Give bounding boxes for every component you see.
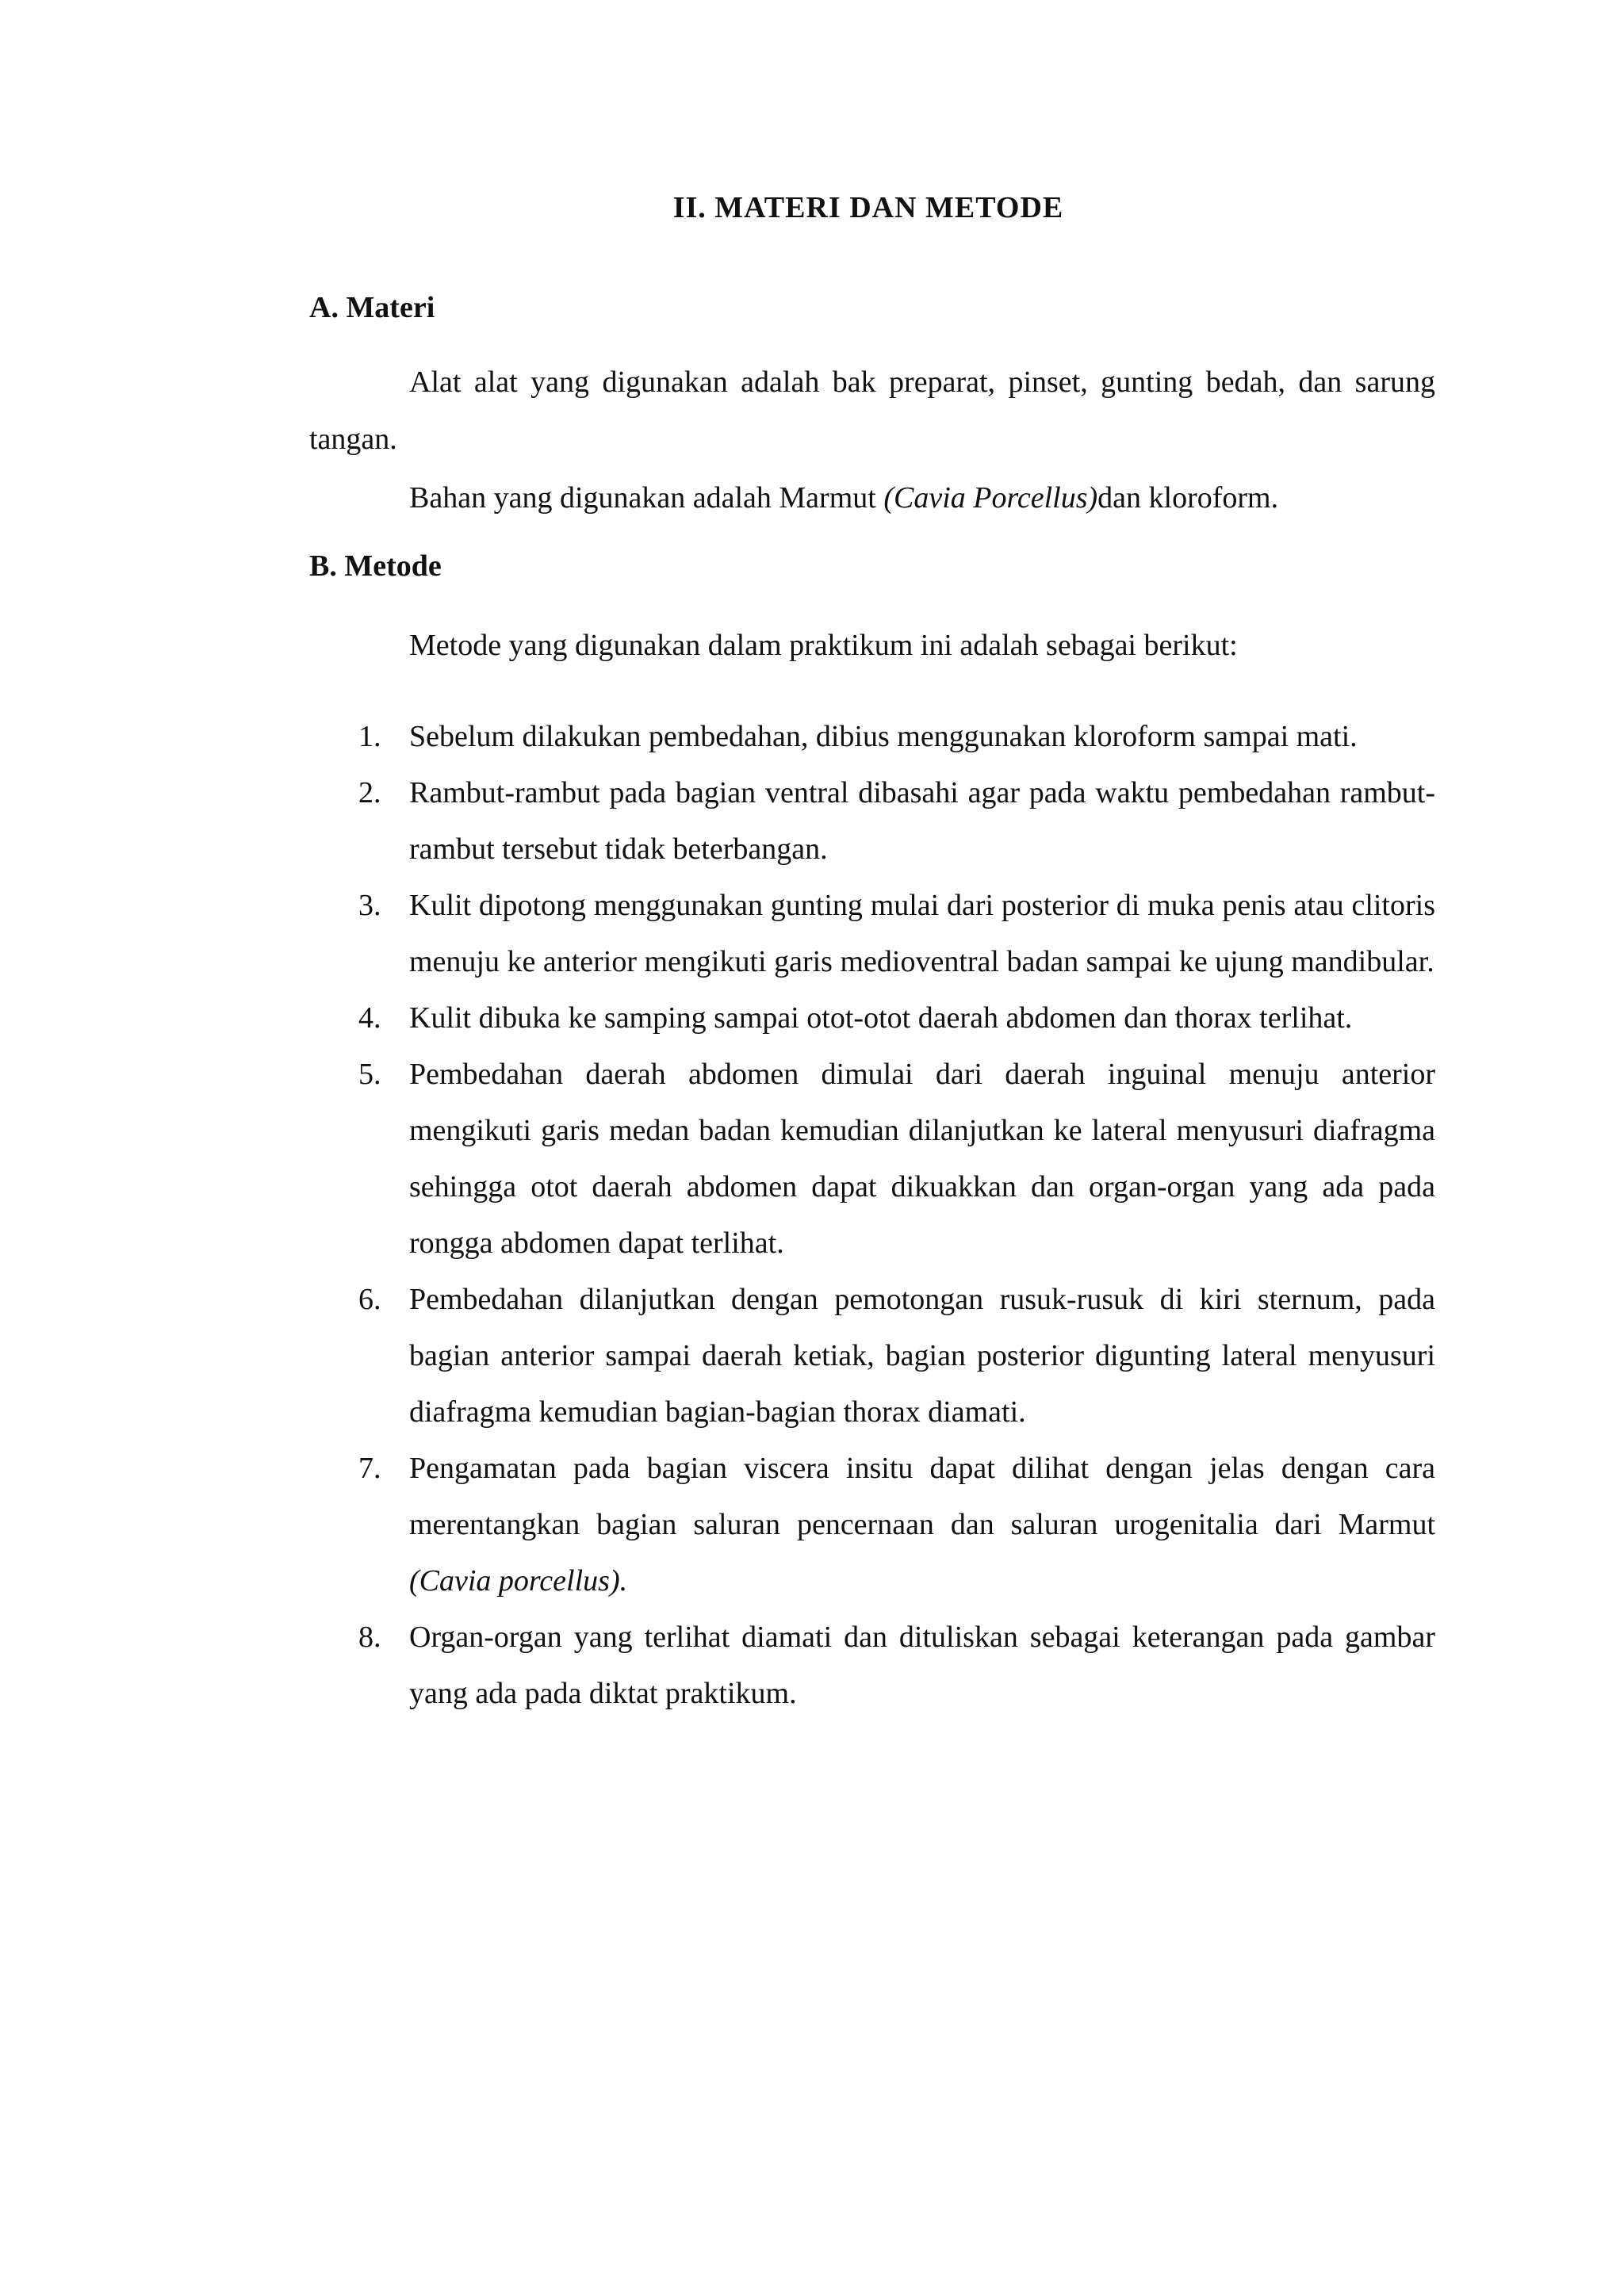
section-heading-metode: B. Metode xyxy=(309,549,442,583)
method-step-3 xyxy=(309,878,1435,990)
paragraph-metode-intro: Metode yang digunakan dalam praktikum ini adalah sebagai berikut: xyxy=(409,629,1238,662)
step-species-name: (Cavia porcellus). xyxy=(409,1564,628,1598)
method-step-4 xyxy=(309,990,1435,1047)
step-text: Organ-organ yang terlihat diamati dan dituliskan sebagai keterangan pada gambar yang ada pada diktat praktikum. xyxy=(409,1621,1435,1710)
step-number: 6. xyxy=(358,1283,381,1316)
step-text: Pengamatan pada bagian viscera insitu dapat dilihat dengan jelas dengan cara merentangkan bagian saluran pencernaan dan saluran urogenitalia dari Marmut xyxy=(409,1452,1435,1541)
step-text: Kulit dipotong menggunakan gunting mulai dari posterior di muka penis atau clitoris menuju ke anterior mengikuti garis medioventral badan sampai ke ujung mandibular. xyxy=(409,889,1435,978)
bahan-species-name: (Cavia Porcellus) xyxy=(883,481,1098,515)
step-number: 2. xyxy=(358,776,381,809)
step-number: 4. xyxy=(358,1001,381,1035)
step-text: Pembedahan dilanjutkan dengan pemotongan rusuk-rusuk di kiri sternum, pada bagian anterior sampai daerah ketiak, bagian posterior digunting lateral menyusuri diafragma kemudian bagian-bagian thorax diamati. xyxy=(409,1283,1435,1429)
step-text: Kulit dibuka ke samping sampai otot-otot daerah abdomen dan thorax terlihat. xyxy=(409,1001,1353,1035)
step-number: 7. xyxy=(358,1452,381,1485)
bahan-text: Bahan yang digunakan adalah Marmut xyxy=(409,481,884,515)
step-number: 5. xyxy=(358,1058,381,1091)
step-text: Rambut-rambut pada bagian ventral dibasahi agar pada waktu pembedahan rambut-rambut tersebut tidak beterbangan. xyxy=(409,776,1435,866)
method-step-2 xyxy=(309,765,1435,878)
paragraph-bahan xyxy=(309,469,1435,526)
step-text: Pembedahan daerah abdomen dimulai dari daerah inguinal menuju anterior mengikuti garis medan badan kemudian dilanjutkan ke lateral menyusuri diafragma sehingga otot daerah abdomen dapat dikuakkan dan organ-organ yang ada pada rongga abdomen dapat terlihat. xyxy=(409,1058,1435,1260)
step-number: 3. xyxy=(358,889,381,922)
method-step-5 xyxy=(309,1047,1435,1272)
step-number: 1. xyxy=(358,720,381,753)
method-step-1 xyxy=(309,709,1435,765)
page-title: II. MATERI DAN METODE xyxy=(672,191,1064,224)
section-heading-materi: A. Materi xyxy=(309,291,435,324)
method-step-6 xyxy=(309,1272,1435,1441)
step-number: 8. xyxy=(358,1621,381,1654)
method-step-8 xyxy=(309,1609,1435,1722)
method-step-7 xyxy=(309,1441,1435,1609)
step-text: Sebelum dilakukan pembedahan, dibius menggunakan kloroform sampai mati. xyxy=(409,720,1358,753)
paragraph-alat: Alat alat yang digunakan adalah bak preparat, pinset, gunting bedah, dan sarung tangan. xyxy=(309,365,1435,456)
bahan-text-end: dan kloroform. xyxy=(1097,481,1279,515)
method-steps-list xyxy=(309,709,1435,1722)
